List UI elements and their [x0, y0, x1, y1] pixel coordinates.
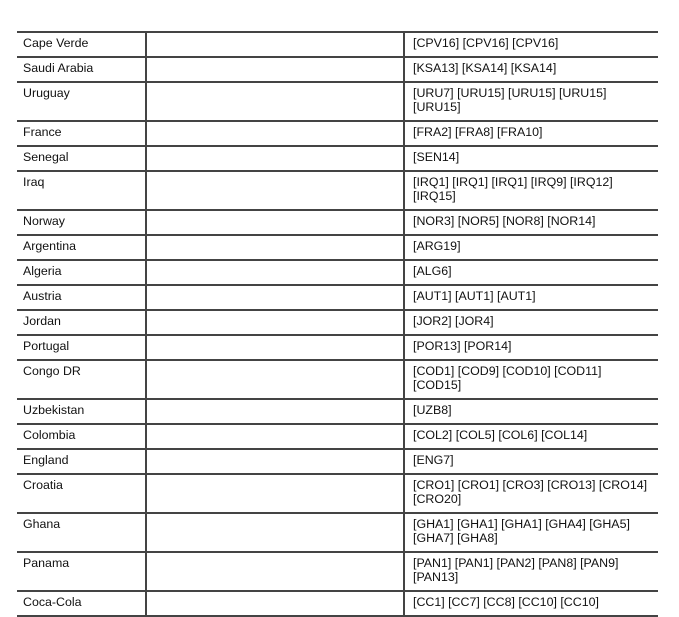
- table-row: [17, 591, 658, 616]
- codes-cell: [CRO1] [CRO1] [CRO3] [CRO13] [CRO14] [CRO20]: [404, 474, 658, 513]
- empty-cell: [146, 399, 404, 424]
- table-row: [17, 474, 658, 513]
- country-cell: Austria: [17, 285, 146, 310]
- empty-cell: [146, 285, 404, 310]
- codes-cell: [CC1] [CC7] [CC8] [CC10] [CC10]: [404, 591, 658, 616]
- country-cell: Portugal: [17, 335, 146, 360]
- codes-cell: [CPV16] [CPV16] [CPV16]: [404, 32, 658, 57]
- codes-cell: [AUT1] [AUT1] [AUT1]: [404, 285, 658, 310]
- empty-cell: [146, 474, 404, 513]
- table-row: [17, 235, 658, 260]
- table-row: [17, 260, 658, 285]
- empty-cell: [146, 424, 404, 449]
- country-cell: Panama: [17, 552, 146, 591]
- country-cell: Colombia: [17, 424, 146, 449]
- country-cell: Saudi Arabia: [17, 57, 146, 82]
- empty-cell: [146, 513, 404, 552]
- empty-cell: [146, 32, 404, 57]
- table-row: [17, 513, 658, 552]
- table-row: [17, 121, 658, 146]
- empty-cell: [146, 335, 404, 360]
- table-row: [17, 285, 658, 310]
- codes-cell: [IRQ1] [IRQ1] [IRQ1] [IRQ9] [IRQ12] [IRQ15]: [404, 171, 658, 210]
- table-row: [17, 32, 658, 57]
- table-row: [17, 449, 658, 474]
- table-row: [17, 210, 658, 235]
- empty-cell: [146, 57, 404, 82]
- table-row: [17, 360, 658, 399]
- codes-cell: [POR13] [POR14]: [404, 335, 658, 360]
- empty-cell: [146, 171, 404, 210]
- country-cell: Coca-Cola: [17, 591, 146, 616]
- table-row: [17, 424, 658, 449]
- country-cell: Argentina: [17, 235, 146, 260]
- country-cell: Cape Verde: [17, 32, 146, 57]
- codes-cell: [KSA13] [KSA14] [KSA14]: [404, 57, 658, 82]
- codes-cell: [PAN1] [PAN1] [PAN2] [PAN8] [PAN9] [PAN13]: [404, 552, 658, 591]
- table-row: [17, 146, 658, 171]
- codes-cell: [COL2] [COL5] [COL6] [COL14]: [404, 424, 658, 449]
- table-row: [17, 310, 658, 335]
- empty-cell: [146, 121, 404, 146]
- country-cell: Algeria: [17, 260, 146, 285]
- country-cell: Croatia: [17, 474, 146, 513]
- country-cell: Jordan: [17, 310, 146, 335]
- country-cell: Congo DR: [17, 360, 146, 399]
- empty-cell: [146, 210, 404, 235]
- codes-cell: [UZB8]: [404, 399, 658, 424]
- table-row: [17, 171, 658, 210]
- country-cell: Uzbekistan: [17, 399, 146, 424]
- codes-cell: [COD1] [COD9] [COD10] [COD11] [COD15]: [404, 360, 658, 399]
- table-row: [17, 57, 658, 82]
- country-cell: Ghana: [17, 513, 146, 552]
- codes-cell: [ALG6]: [404, 260, 658, 285]
- country-cell: Senegal: [17, 146, 146, 171]
- codes-cell: [FRA2] [FRA8] [FRA10]: [404, 121, 658, 146]
- empty-cell: [146, 146, 404, 171]
- country-cell: England: [17, 449, 146, 474]
- codes-cell: [ARG19]: [404, 235, 658, 260]
- codes-cell: [GHA1] [GHA1] [GHA1] [GHA4] [GHA5] [GHA7] [GHA8]: [404, 513, 658, 552]
- empty-cell: [146, 360, 404, 399]
- empty-cell: [146, 591, 404, 616]
- empty-cell: [146, 449, 404, 474]
- country-cell: Uruguay: [17, 82, 146, 121]
- codes-cell: [JOR2] [JOR4]: [404, 310, 658, 335]
- table-row: [17, 552, 658, 591]
- country-cell: Norway: [17, 210, 146, 235]
- empty-cell: [146, 235, 404, 260]
- empty-cell: [146, 552, 404, 591]
- codes-cell: [URU7] [URU15] [URU15] [URU15] [URU15]: [404, 82, 658, 121]
- codes-cell: [ENG7]: [404, 449, 658, 474]
- table-row: [17, 335, 658, 360]
- sticker-table: [17, 31, 658, 617]
- empty-cell: [146, 82, 404, 121]
- country-cell: Iraq: [17, 171, 146, 210]
- codes-cell: [NOR3] [NOR5] [NOR8] [NOR14]: [404, 210, 658, 235]
- empty-cell: [146, 260, 404, 285]
- table-row: [17, 82, 658, 121]
- table-row: [17, 399, 658, 424]
- codes-cell: [SEN14]: [404, 146, 658, 171]
- country-cell: France: [17, 121, 146, 146]
- empty-cell: [146, 310, 404, 335]
